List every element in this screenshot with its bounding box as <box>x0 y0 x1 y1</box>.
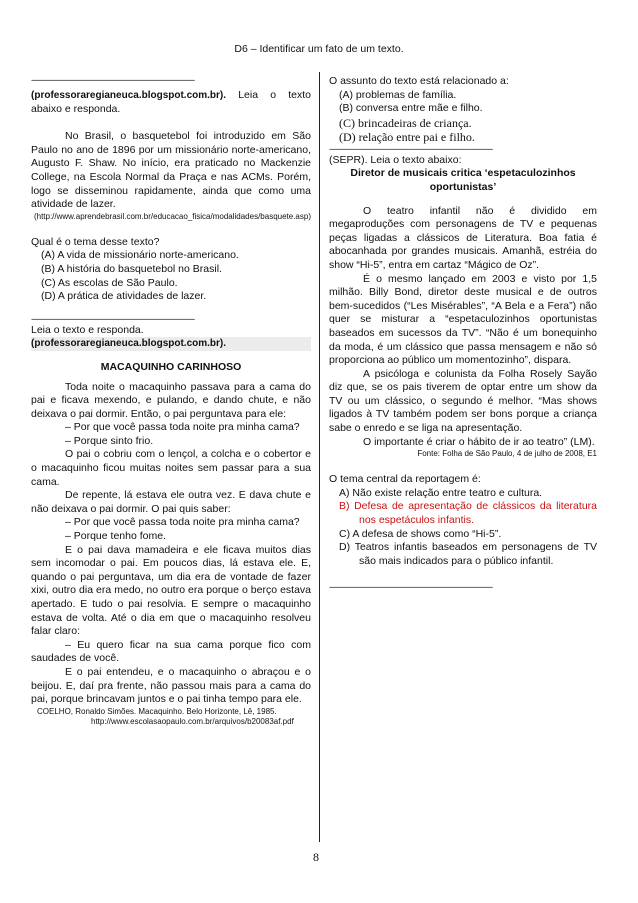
q1-option-c: (C) As escolas de São Paulo. <box>41 276 178 289</box>
q1-option-a: (A) A vida de missionário norte-americano. <box>41 249 239 262</box>
story-reference-url: http://www.escolasaopaulo.com.br/arquivos/b20083af.pdf <box>91 716 294 726</box>
article-paragraph: O teatro infantil não é dividido em megaproduções com personagens de TV e pequenas peças ligadas a clássicos de Literatura. Boa fatia é abocanhada por grandes musicais. Amanhã, estréia do show “Hi-5”, entra em cartaz “Mágico de Oz”. <box>329 204 597 271</box>
q3-option-d: D) Teatros infantis baseados em personagens de TV são mais indicados para o público infantil. <box>339 541 597 567</box>
q2-question: O assunto do texto está relacionado a: <box>329 75 509 87</box>
q2-option-a: (A) problemas de família. <box>339 88 457 101</box>
article-title: Diretor de musicais critica ‘espetaculozinhos oportunistas’ <box>350 167 576 193</box>
q2-instruction: Leia o texto e responda. <box>31 323 144 336</box>
q1-text: No Brasil, o basquetebol foi introduzido em São Paulo no ano de 1896 por um missionário norte-americano, Augusto F. Shaw. No início, era praticado no Mackenzie College, na Escola Normal da Praça e nas ACMs. Porém, logo se disseminou rapidamente, ainda que como uma atividade de lazer. <box>31 130 311 211</box>
story-paragraph: De repente, lá estava ele outra vez. E dava chute e não deixava o pai dormir. O pai quis saber: <box>31 489 311 515</box>
q1-option-d: (D) A prática de atividades de lazer. <box>41 290 207 303</box>
article-text <box>329 205 597 450</box>
story-paragraph: Toda noite o macaquinho passava para a cama do pai e ficava mexendo, e pulando, e dando chute, e não deixava o pai dormir. Então, o pai perguntava para ele: <box>31 380 311 420</box>
q3-instruction: (SEPR). Leia o texto abaixo: <box>329 153 462 166</box>
q2-options <box>329 89 597 144</box>
page-number: 8 <box>313 850 319 864</box>
dash-separator: ------------------------------------------------------------------------------------------------ <box>31 75 194 85</box>
article-paragraph: O importante é criar o hábito de ir ao teatro” (LM). <box>363 435 595 448</box>
q3-option-b-highlighted: B) Defesa de apresentação de clássicos da literatura nos espetáculos infantis. <box>339 500 597 527</box>
dash-separator: ------------------------------------------------------------------------------------------------ <box>31 313 194 324</box>
q1-options <box>31 249 311 303</box>
story-reference-author: COELHO, Ronaldo Simões. Macaquinho. Belo Horizonte, Lê, 1985. <box>37 706 277 716</box>
story-paragraph: – Por que você passa toda noite pra minha cama? <box>65 421 300 434</box>
dash-separator: ------------------------------------------------------------------------------------------------ <box>329 143 492 154</box>
story-paragraph: O pai o cobriu com o lençol, a colcha e o cobertor e o macaquinho ficou muitas noites sem passar para a sua cama. <box>31 448 311 488</box>
story-paragraph: E o pai entendeu, e o macaquinho o abraçou e o beijou. E, daí pra frente, não passou mais para a cama do pai, porque brincavam juntos e o pai tinha tempo para ele. <box>31 665 311 706</box>
story-paragraph: – Eu quero ficar na sua cama porque fico com saudades de você. <box>31 638 311 665</box>
article-paragraph: A psicóloga e colunista da Folha Rosely Sayão diz que, se os pais tiverem de optar entre um show da TV ou um clássico, o segundo é melhor. “Mas shows ligados à TV também podem ser bons porque a criança sabe o enredo e se liga na apresentação. <box>329 367 597 435</box>
q1-option-b: (B) A história do basquetebol no Brasil. <box>41 262 222 275</box>
q2-option-b: (B) conversa entre mãe e filho. <box>339 102 483 115</box>
right-column <box>329 75 597 592</box>
article-paragraph: É o mesmo lançado em 2003 e visto por 1,5 milhão. Billy Bond, diretor deste musical e de outros bem-sucedidos (“Les Misérables”, “A Bela e a Fera”) não quer se misturar a “espetaculozinhos oportunistas baseados em sucessos da TV”. “Não é um bonequinho da moda, é um clássico que passa mensagem e não só proporciona ao público um momentozinho”, dispara. <box>329 272 597 367</box>
q1-instruction: Leia o texto abaixo e responda. <box>31 89 311 115</box>
story-paragraph: – Por que você passa toda noite pra minha cama? <box>65 516 300 529</box>
q2-option-c: (C) brincadeiras de criança. <box>339 115 472 130</box>
q3-option-c: C) A defesa de shows como “Hi-5”. <box>339 527 502 540</box>
story-paragraph: – Porque tenho fome. <box>65 530 166 543</box>
page-header: D6 – Identificar um fato de um texto. <box>234 43 404 55</box>
story-paragraph: – Porque sinto frio. <box>65 434 154 447</box>
story-title: MACAQUINHO CARINHOSO <box>100 360 242 373</box>
q1-question: Qual é o tema desse texto? <box>31 235 160 248</box>
q1-source: (professoraregianeuca.blogspot.com.br). <box>31 90 227 101</box>
q1-reference: (http://www.aprendebrasil.com.br/educacao_fisica/modalidades/basquete.asp) <box>33 211 311 221</box>
story-paragraph: E o pai dava mamadeira e ele ficava muitos dias sem incomodar o pai. Em poucos dias, lá estava ele. E, quando o pai perguntava, um dia era de vontade de fazer xixi, outro dia era medo, no outro era porque o berço estava apertado. E tudo o pai resolvia. E sempre o macaquinho estava de volta. Até o dia em que o macaquinho resolveu falar claro: <box>31 543 311 638</box>
dash-separator: ------------------------------------------------------------------------------------------------ <box>329 582 492 593</box>
q1-intro <box>31 89 311 116</box>
q3-options <box>329 487 597 569</box>
q3-option-a: A) Não existe relação entre teatro e cultura. <box>339 486 543 499</box>
left-column <box>31 75 311 727</box>
q3-question: O tema central da reportagem é: <box>329 473 481 486</box>
article-source: Fonte: Folha de São Paulo, 4 de julho de 2008, E1 <box>417 449 597 459</box>
q2-source: (professoraregianeuca.blogspot.com.br). <box>31 338 227 350</box>
q2-source-block <box>31 337 311 351</box>
story-text <box>31 381 311 707</box>
q2-option-d: (D) relação entre pai e filho. <box>339 129 475 144</box>
column-divider <box>319 72 320 842</box>
